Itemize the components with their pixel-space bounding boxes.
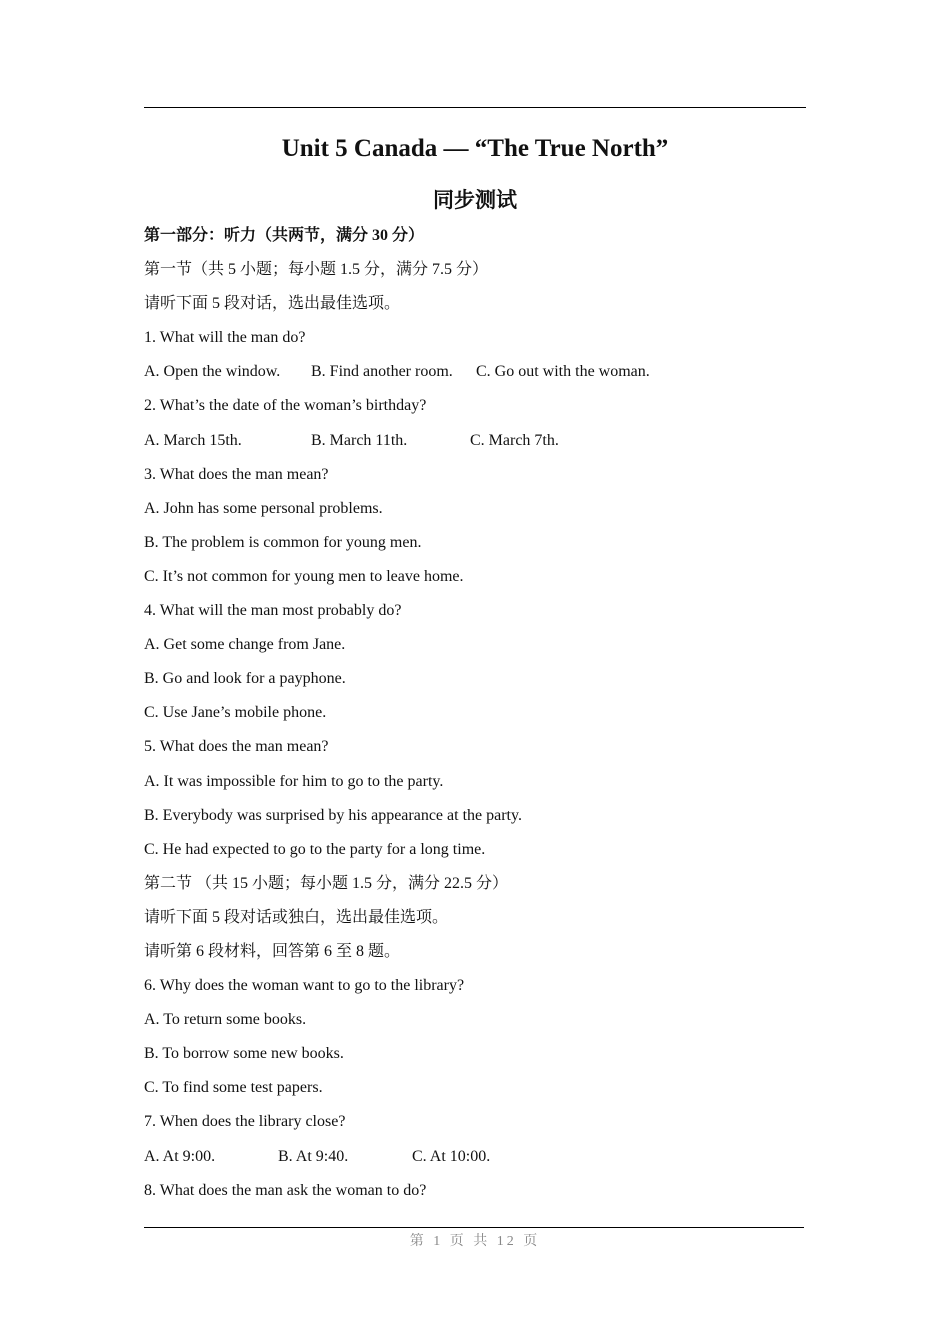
header-rule	[144, 107, 806, 108]
text-line: 1. What will the man do?	[144, 329, 306, 347]
text-line: 请听下面 5 段对话，选出最佳选项。	[144, 295, 401, 313]
text-line: A. Get some change from Jane.	[144, 636, 346, 654]
text-line: C. He had expected to go to the party for a long time.	[144, 840, 486, 858]
text-line: B. To borrow some new books.	[144, 1045, 344, 1063]
answer-option: B. At 9:40.	[278, 1147, 349, 1165]
text-line: 请听第 6 段材料，回答第 6 至 8 题。	[144, 942, 401, 960]
text-line: 4. What will the man most probably do?	[144, 602, 402, 620]
options-row	[144, 1143, 824, 1177]
text-line: C. Use Jane’s mobile phone.	[144, 704, 327, 722]
options-row	[144, 358, 824, 392]
text-line: 第二节 （共 15 小题；每小题 1.5 分，满分 22.5 分）	[144, 874, 509, 892]
text-line: 2. What’s the date of the woman’s birthday?	[144, 397, 427, 415]
text-line: 7. When does the library close?	[144, 1113, 346, 1131]
answer-option: C. March 7th.	[470, 431, 559, 449]
page-footer: 第 1 页 共 12 页	[409, 1234, 541, 1249]
text-line: A. John has some personal problems.	[144, 499, 383, 517]
text-line: C. It’s not common for young men to leave home.	[144, 567, 464, 585]
footer-rule	[144, 1227, 804, 1228]
text-line: B. The problem is common for young men.	[144, 533, 422, 551]
answer-option: A. March 15th.	[144, 431, 242, 449]
answer-option: C. At 10:00.	[412, 1147, 491, 1165]
answer-option: B. Find another room.	[311, 363, 453, 381]
text-line: 6. Why does the woman want to go to the library?	[144, 977, 465, 995]
text-line: A. To return some books.	[144, 1011, 307, 1029]
text-line: 第一部分：听力（共两节，满分 30 分）	[144, 227, 425, 244]
text-line: 第一节（共 5 小题；每小题 1.5 分，满分 7.5 分）	[144, 261, 489, 279]
document-title: Unit 5 Canada — “The True North”	[281, 135, 669, 162]
answer-option: A. At 9:00.	[144, 1147, 216, 1165]
answer-option: B. March 11th.	[311, 431, 408, 449]
text-line: 8. What does the man ask the woman to do?	[144, 1181, 427, 1199]
text-line: C. To find some test papers.	[144, 1079, 323, 1097]
answer-option: C. Go out with the woman.	[476, 363, 650, 381]
text-line: A. It was impossible for him to go to the party.	[144, 772, 444, 790]
options-row	[144, 427, 824, 461]
text-line: 请听下面 5 段对话或独白，选出最佳选项。	[144, 908, 449, 926]
text-line: 3. What does the man mean?	[144, 465, 329, 483]
text-line: 5. What does the man mean?	[144, 738, 329, 756]
answer-option: A. Open the window.	[144, 363, 281, 381]
document-subtitle: 同步测试	[433, 188, 517, 212]
text-line: B. Go and look for a payphone.	[144, 670, 346, 688]
document-body	[144, 222, 824, 1211]
text-line: B. Everybody was surprised by his appearance at the party.	[144, 806, 522, 824]
